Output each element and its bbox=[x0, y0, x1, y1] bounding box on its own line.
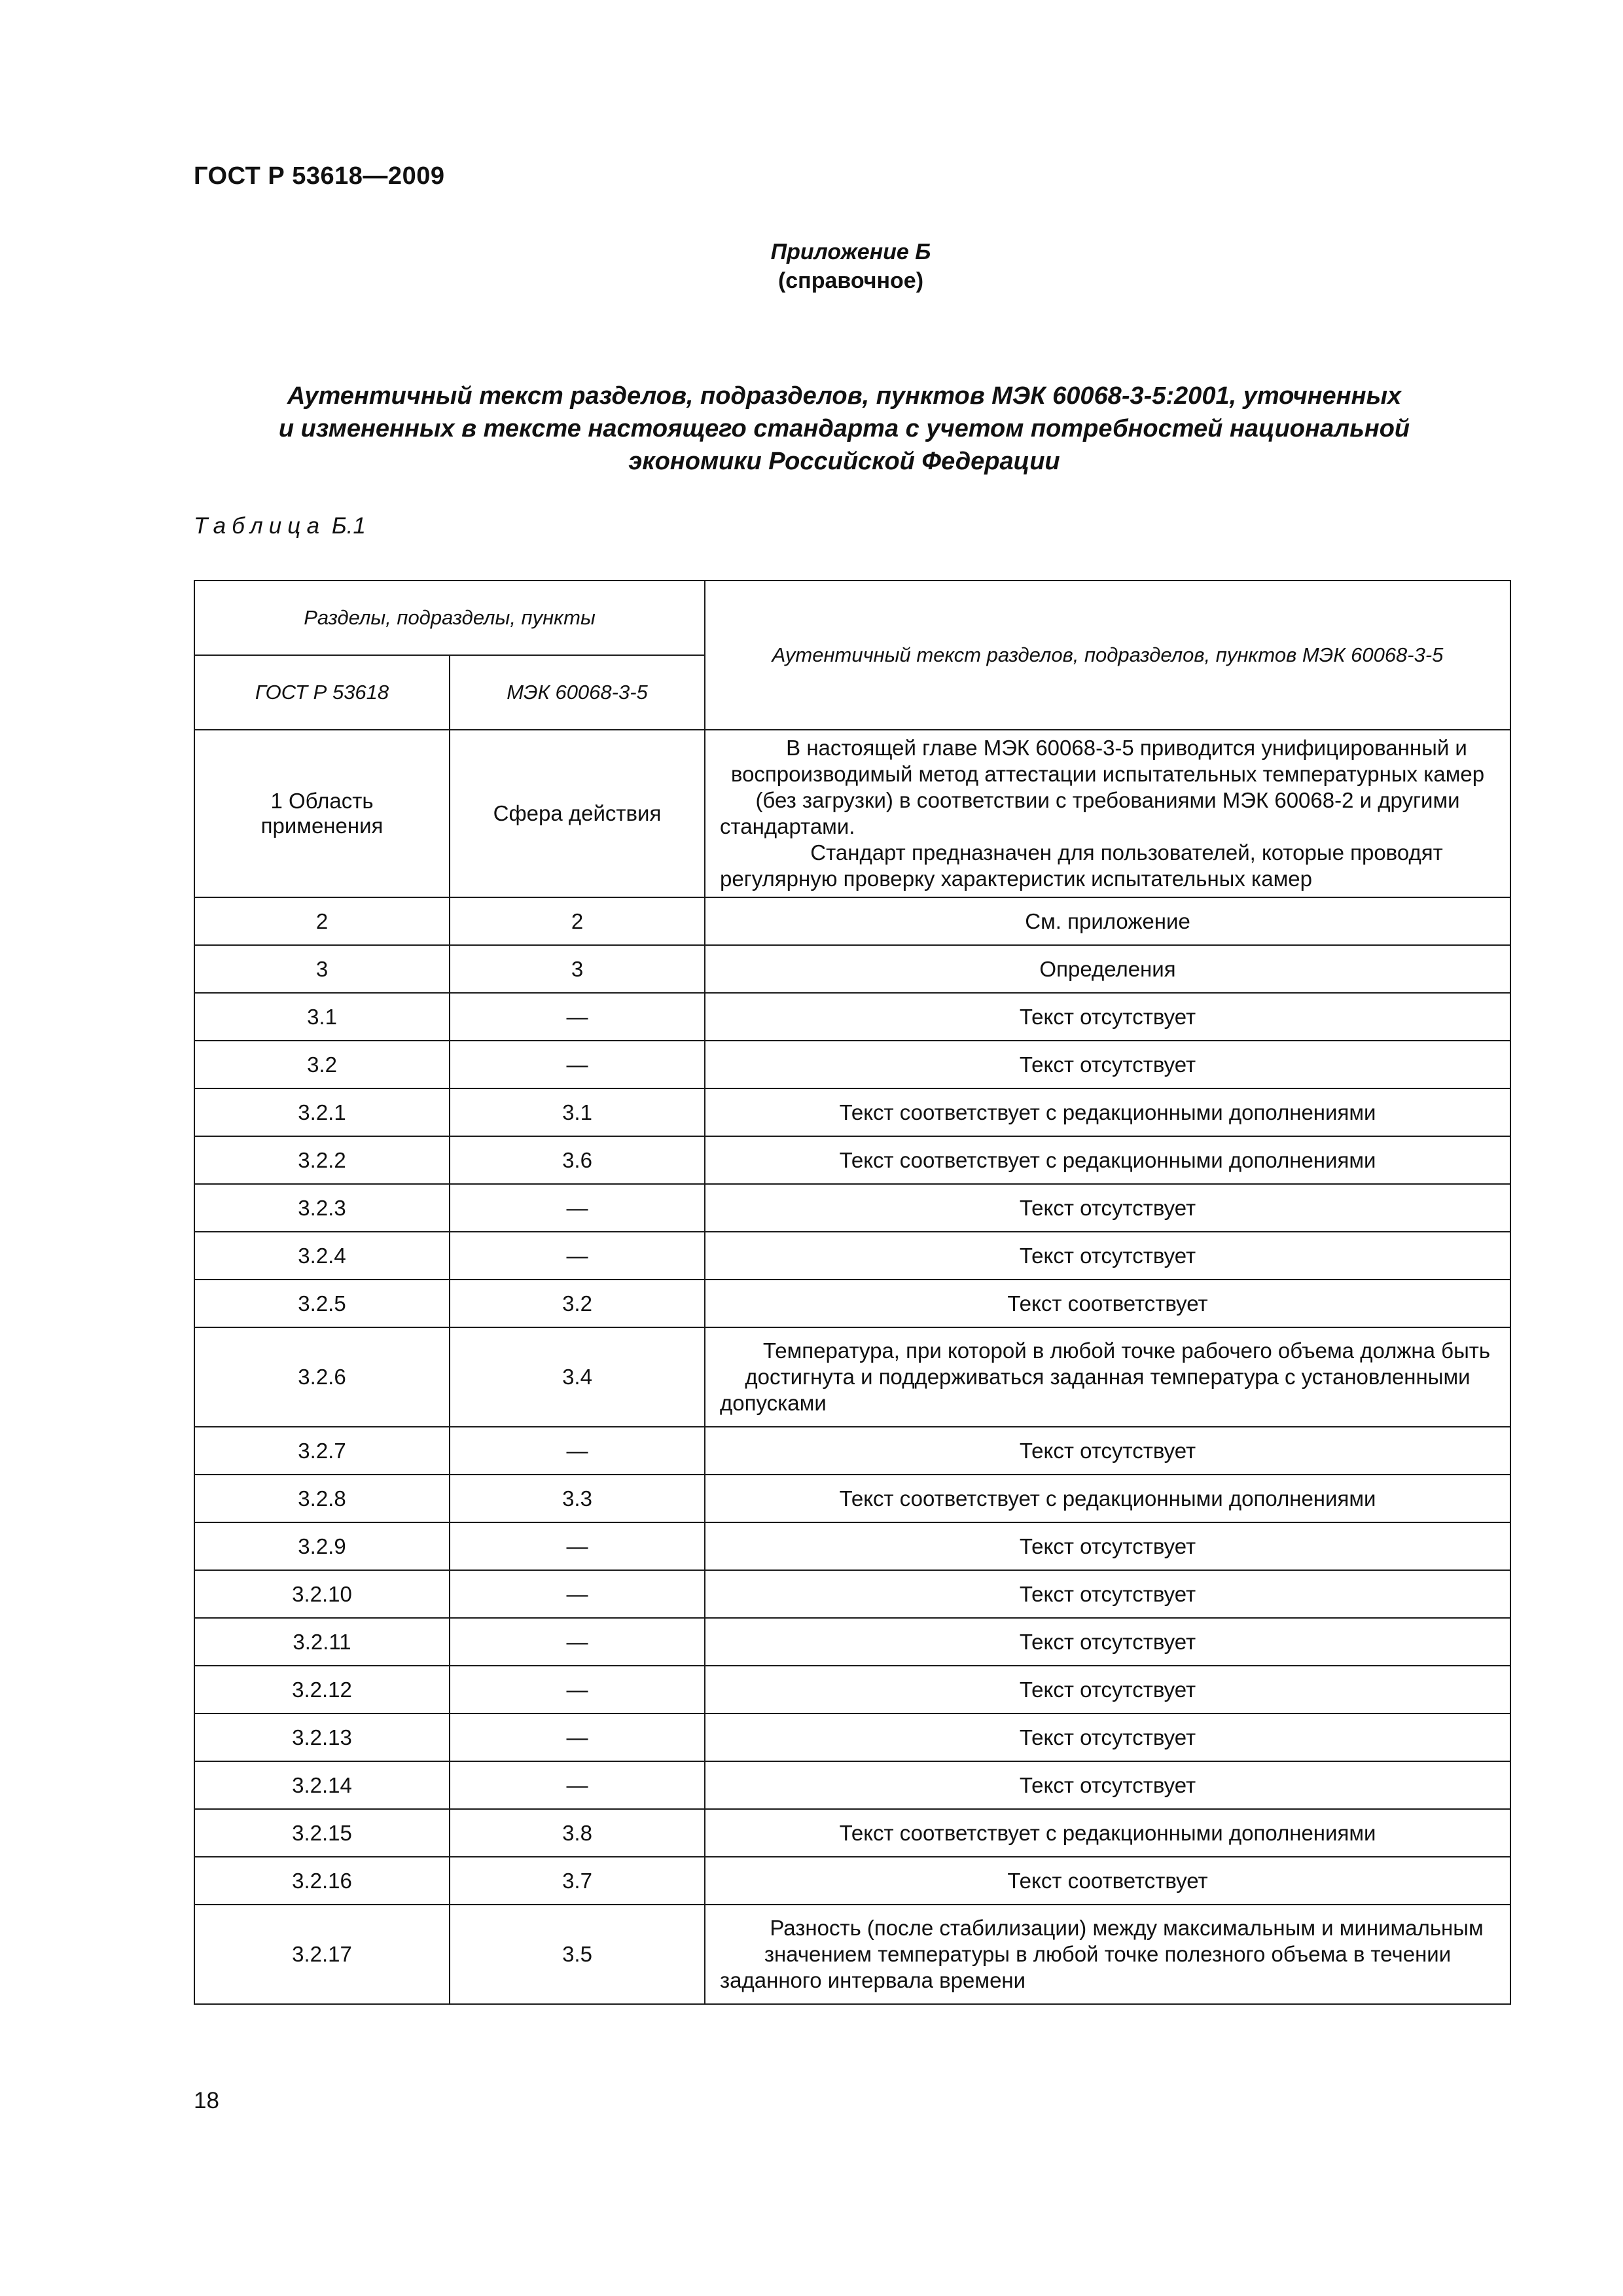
cell-gost: 3.2.4 bbox=[194, 1232, 450, 1280]
table-row bbox=[194, 1713, 1510, 1761]
cell-iec: — bbox=[450, 1041, 705, 1088]
cell-text: Текст отсутствует bbox=[705, 1184, 1510, 1232]
header-group-sections: Разделы, подразделы, пункты bbox=[194, 581, 705, 655]
cell-iec: 3.3 bbox=[450, 1475, 705, 1522]
table-row bbox=[194, 993, 1510, 1041]
cell-text: Текст соответствует с редакционными дополнениями bbox=[705, 1136, 1510, 1184]
table-header-row bbox=[194, 581, 1510, 655]
document-code-header: ГОСТ Р 53618—2009 bbox=[194, 162, 445, 190]
correspondence-table bbox=[194, 580, 1511, 2005]
cell-text: Текст отсутствует bbox=[705, 1041, 1510, 1088]
annex-heading-line: и измененных в тексте настоящего стандарта с учетом потребностей национальной bbox=[278, 415, 1410, 442]
cell-text-paragraph: Стандарт предназначен для пользователей, которые проводят регулярную проверку характеристик испытательных камер bbox=[720, 840, 1443, 891]
cell-gost: 3.2 bbox=[194, 1041, 450, 1088]
cell-text: Текст соответствует с редакционными дополнениями bbox=[705, 1475, 1510, 1522]
table-caption-word: Таблица bbox=[194, 513, 326, 539]
cell-iec: — bbox=[450, 1427, 705, 1475]
annex-heading-line: экономики Российской Федерации bbox=[628, 448, 1060, 475]
cell-text: Текст соответствует bbox=[705, 1857, 1510, 1905]
table-row bbox=[194, 1522, 1510, 1570]
cell-text: См. приложение bbox=[705, 897, 1510, 945]
annex-heading bbox=[194, 380, 1495, 478]
cell-text: Текст отсутствует bbox=[705, 1713, 1510, 1761]
cell-iec: — bbox=[450, 993, 705, 1041]
cell-text: Текст отсутствует bbox=[705, 1427, 1510, 1475]
table-row bbox=[194, 1041, 1510, 1088]
cell-gost: 3.1 bbox=[194, 993, 450, 1041]
cell-gost: 3.2.1 bbox=[194, 1088, 450, 1136]
cell-text: Текст соответствует bbox=[705, 1280, 1510, 1327]
table-row bbox=[194, 1857, 1510, 1905]
cell-gost: 3.2.17 bbox=[194, 1905, 450, 2004]
cell-gost: 3.2.11 bbox=[194, 1618, 450, 1666]
cell-iec: 2 bbox=[450, 897, 705, 945]
cell-text: Текст отсутствует bbox=[705, 1618, 1510, 1666]
cell-gost: 2 bbox=[194, 897, 450, 945]
cell-text bbox=[705, 1327, 1510, 1427]
cell-gost: 1 Область применения bbox=[194, 730, 450, 897]
cell-gost: 3.2.3 bbox=[194, 1184, 450, 1232]
cell-text: Текст отсутствует bbox=[705, 1666, 1510, 1713]
table-row bbox=[194, 945, 1510, 993]
table-row bbox=[194, 1136, 1510, 1184]
cell-text: Текст отсутствует bbox=[705, 1570, 1510, 1618]
annex-heading-line: Аутентичный текст разделов, подразделов, пунктов МЭК 60068-3-5:2001, уточненных bbox=[287, 382, 1402, 410]
cell-text bbox=[705, 1905, 1510, 2004]
cell-iec: 3.4 bbox=[450, 1327, 705, 1427]
cell-text: Текст отсутствует bbox=[705, 1232, 1510, 1280]
cell-iec: 3.8 bbox=[450, 1809, 705, 1857]
cell-gost: 3.2.8 bbox=[194, 1475, 450, 1522]
table-row bbox=[194, 1905, 1510, 2004]
cell-iec: 3.2 bbox=[450, 1280, 705, 1327]
cell-iec: — bbox=[450, 1232, 705, 1280]
cell-gost: 3.2.10 bbox=[194, 1570, 450, 1618]
table-row bbox=[194, 1618, 1510, 1666]
table-row bbox=[194, 1666, 1510, 1713]
cell-iec: — bbox=[450, 1761, 705, 1809]
cell-iec: — bbox=[450, 1184, 705, 1232]
cell-gost: 3.2.16 bbox=[194, 1857, 450, 1905]
cell-iec: 3.1 bbox=[450, 1088, 705, 1136]
cell-text: Текст отсутствует bbox=[705, 1522, 1510, 1570]
table-row bbox=[194, 1761, 1510, 1809]
cell-text-paragraph: Разность (после стабилизации) между максимальным и минимальным значением температуры в любой точке полезного объема в течении заданного интервала времени bbox=[720, 1916, 1484, 1992]
cell-iec: Сфера действия bbox=[450, 730, 705, 897]
cell-gost: 3.2.13 bbox=[194, 1713, 450, 1761]
cell-text: Текст отсутствует bbox=[705, 993, 1510, 1041]
table-row bbox=[194, 1088, 1510, 1136]
cell-gost: 3.2.15 bbox=[194, 1809, 450, 1857]
table-row bbox=[194, 897, 1510, 945]
cell-gost: 3.2.2 bbox=[194, 1136, 450, 1184]
cell-iec: — bbox=[450, 1618, 705, 1666]
table-row bbox=[194, 730, 1510, 897]
cell-text: Текст соответствует с редакционными дополнениями bbox=[705, 1809, 1510, 1857]
cell-text-paragraph: Температура, при которой в любой точке рабочего объема должна быть достигнута и поддерживаться заданная температура с установленными допусками bbox=[720, 1338, 1491, 1415]
cell-iec: 3 bbox=[450, 945, 705, 993]
cell-gost: 3.2.14 bbox=[194, 1761, 450, 1809]
table-caption bbox=[194, 513, 366, 539]
cell-gost: 3.2.6 bbox=[194, 1327, 450, 1427]
cell-text: Текст соответствует с редакционными дополнениями bbox=[705, 1088, 1510, 1136]
annex-title: Приложение Б bbox=[770, 240, 931, 264]
table-row bbox=[194, 1809, 1510, 1857]
cell-iec: 3.5 bbox=[450, 1905, 705, 2004]
table-row bbox=[194, 1232, 1510, 1280]
table-row bbox=[194, 1570, 1510, 1618]
cell-gost: 3.2.5 bbox=[194, 1280, 450, 1327]
table-caption-number: Б.1 bbox=[331, 513, 366, 539]
header-iec: МЭК 60068-3-5 bbox=[450, 655, 705, 730]
cell-iec: 3.6 bbox=[450, 1136, 705, 1184]
cell-text: Определения bbox=[705, 945, 1510, 993]
table-row bbox=[194, 1280, 1510, 1327]
cell-iec: — bbox=[450, 1666, 705, 1713]
table-row bbox=[194, 1475, 1510, 1522]
cell-gost: 3.2.7 bbox=[194, 1427, 450, 1475]
table-row bbox=[194, 1184, 1510, 1232]
cell-iec: 3.7 bbox=[450, 1857, 705, 1905]
header-authentic-text: Аутентичный текст разделов, подразделов, пунктов МЭК 60068-3-5 bbox=[705, 581, 1510, 730]
annex-type: (справочное) bbox=[777, 268, 924, 293]
cell-text: Текст отсутствует bbox=[705, 1761, 1510, 1809]
cell-gost: 3 bbox=[194, 945, 450, 993]
cell-text bbox=[705, 730, 1510, 897]
table-row bbox=[194, 1427, 1510, 1475]
cell-gost: 3.2.12 bbox=[194, 1666, 450, 1713]
cell-gost: 3.2.9 bbox=[194, 1522, 450, 1570]
page-number: 18 bbox=[194, 2088, 219, 2113]
cell-iec: — bbox=[450, 1522, 705, 1570]
cell-iec: — bbox=[450, 1570, 705, 1618]
header-gost: ГОСТ Р 53618 bbox=[194, 655, 450, 730]
cell-text-paragraph: В настоящей главе МЭК 60068-3-5 приводится унифицированный и воспроизводимый метод аттестации испытательных температурных камер (без загрузки) в соответствии с требованиями МЭК 60068-2 и другими стандартами. bbox=[720, 736, 1485, 838]
cell-iec: — bbox=[450, 1713, 705, 1761]
table-row bbox=[194, 1327, 1510, 1427]
